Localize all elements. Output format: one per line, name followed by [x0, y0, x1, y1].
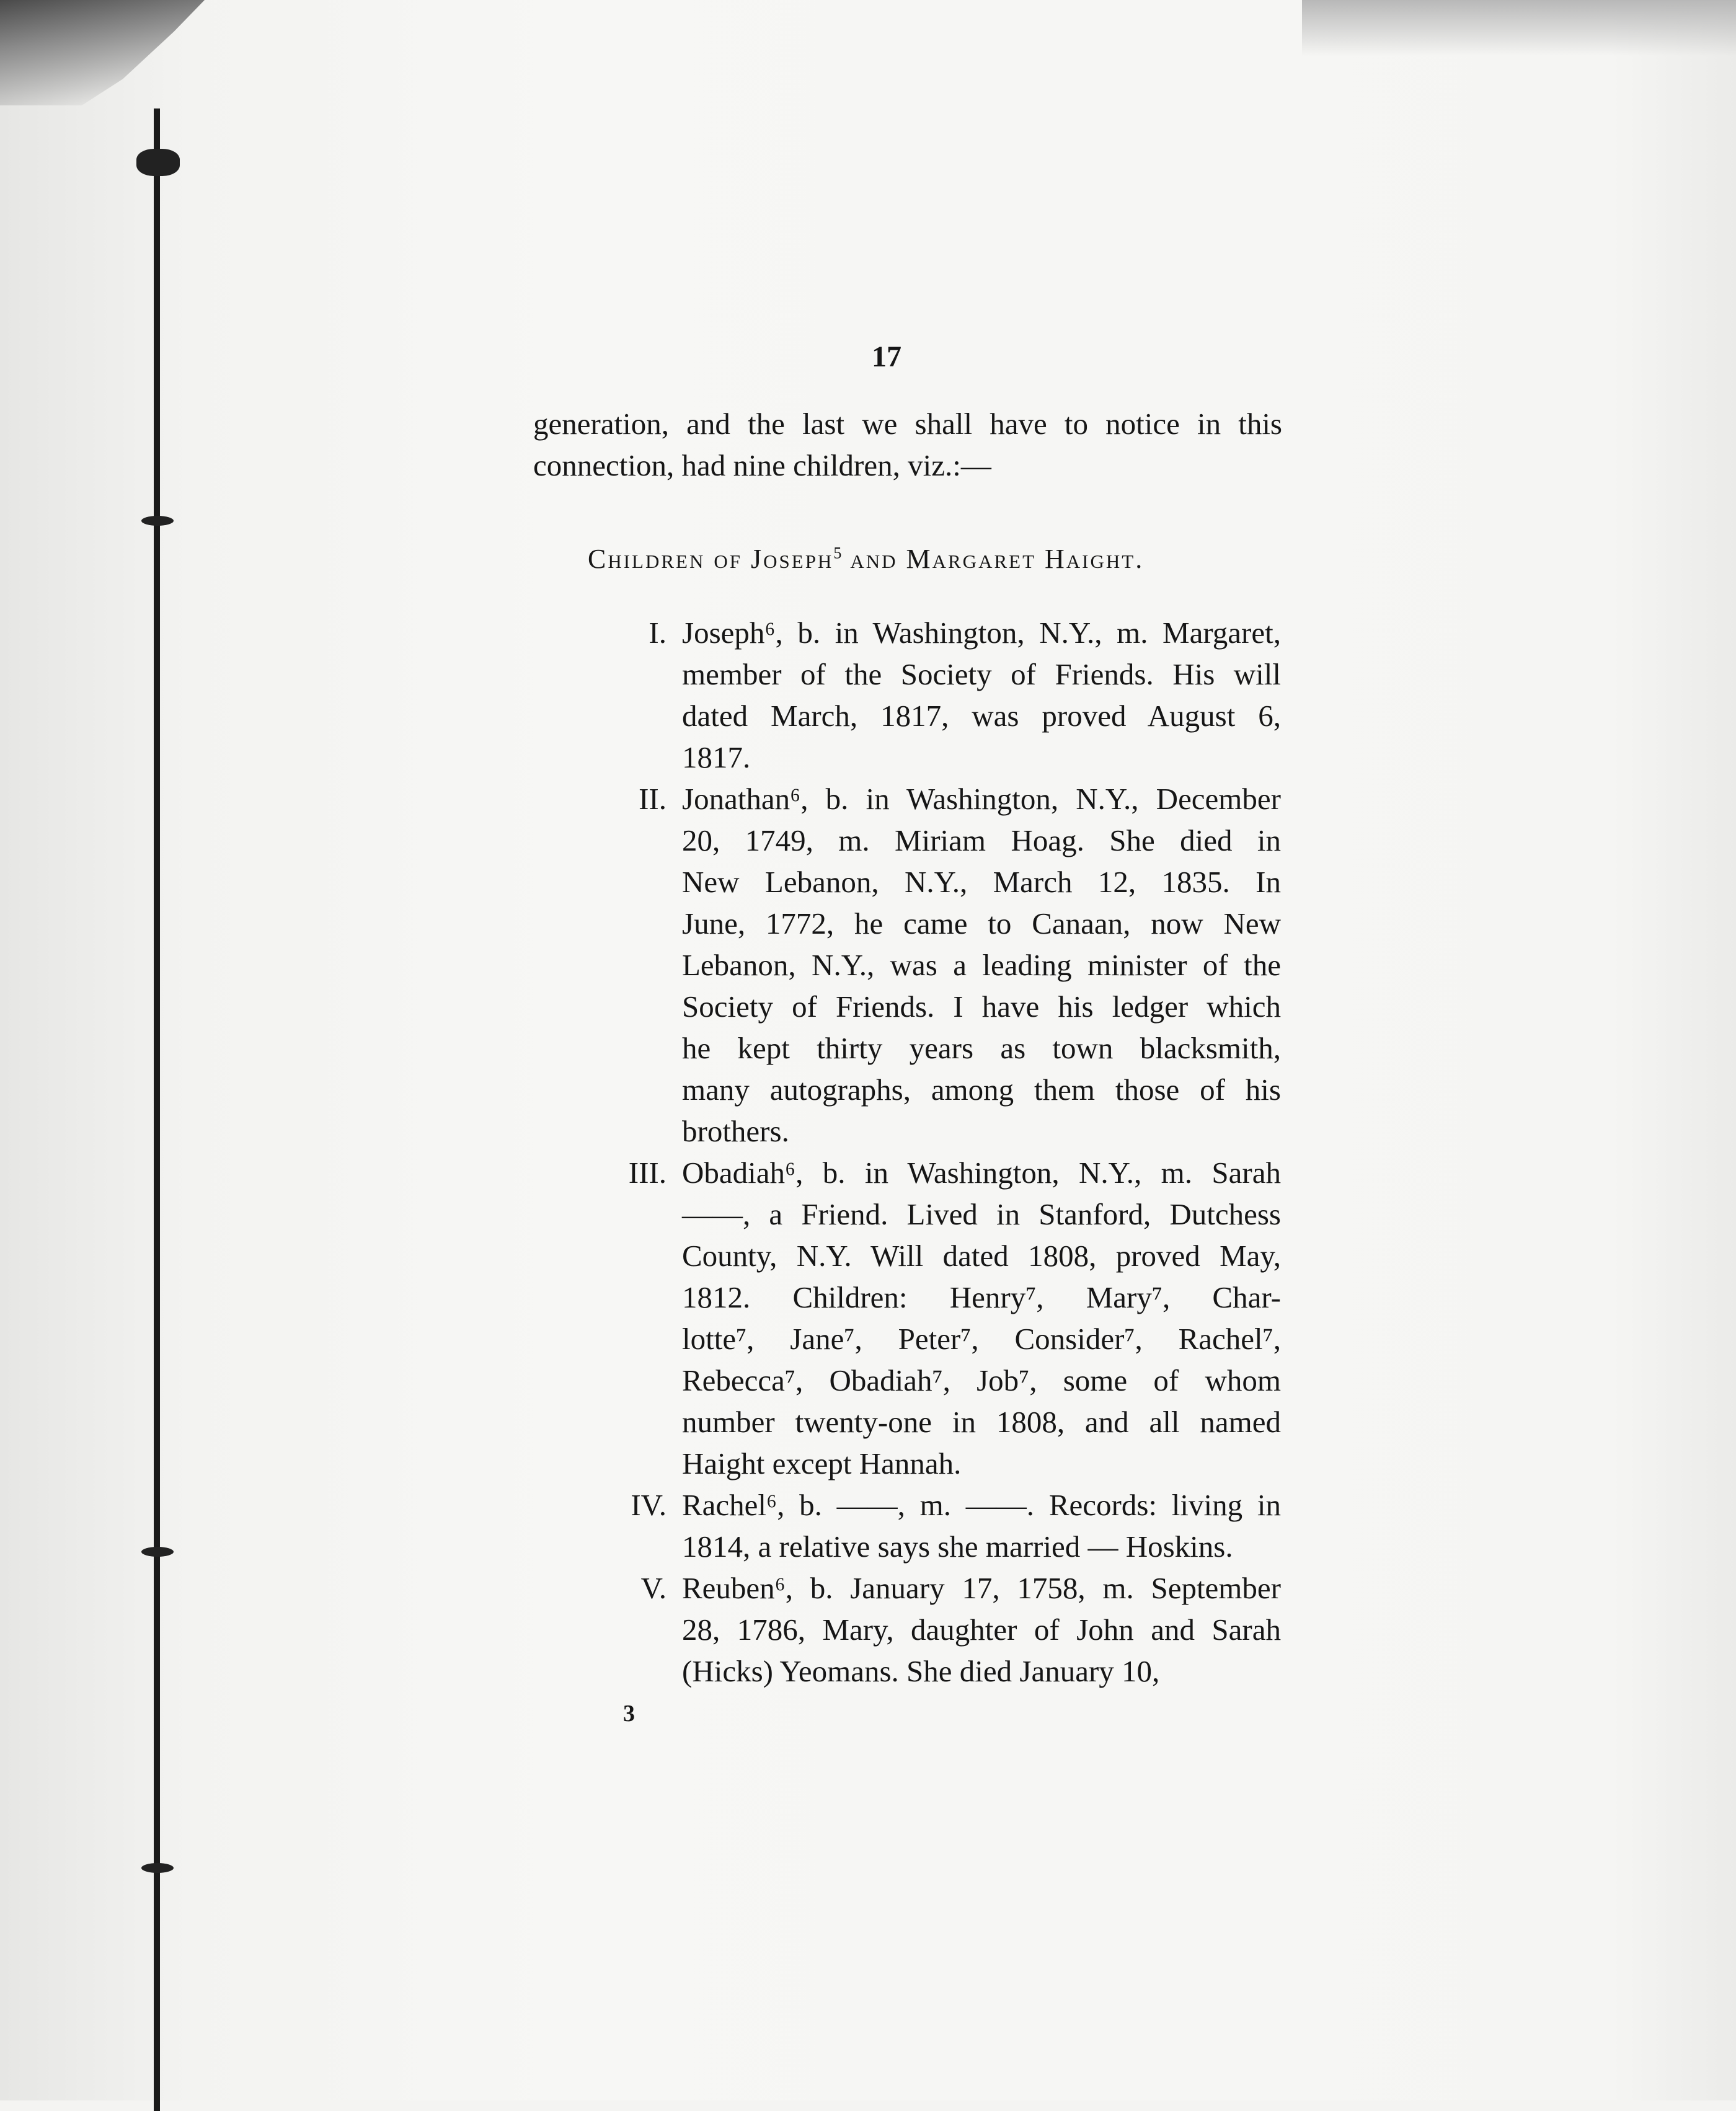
- entry-line: brothers.: [682, 1114, 789, 1148]
- entry-line: 1814, a relative says she married — Hoskins.: [682, 1529, 1233, 1564]
- entry-line: County, N.Y. Will dated 1808, proved May,: [682, 1239, 1281, 1273]
- binding-stitch: [141, 516, 174, 526]
- entry-line: Jonathan⁶, b. in Washington, N.Y., December: [682, 782, 1281, 816]
- entry-line: number twenty-one in 1808, and all named: [682, 1405, 1281, 1439]
- entry-line: June, 1772, he came to Canaan, now New: [682, 906, 1281, 940]
- entry-numeral: V.: [640, 1571, 666, 1605]
- binding-stitch: [141, 1547, 174, 1557]
- entry-line: Rebecca⁷, Obadiah⁷, Job⁷, some of whom: [682, 1363, 1281, 1397]
- binding-stitch: [141, 1863, 174, 1873]
- entry-line: Obadiah⁶, b. in Washington, N.Y., m. Sarah: [682, 1156, 1281, 1190]
- entry-line: ——, a Friend. Lived in Stanford, Dutchess: [682, 1197, 1281, 1231]
- entry-line: Joseph⁶, b. in Washington, N.Y., m. Margaret,: [682, 616, 1281, 650]
- entry-numeral: III.: [628, 1156, 666, 1190]
- heading-superscript: 5: [833, 544, 842, 562]
- page-number: 17: [872, 340, 901, 373]
- heading-text: Children of Joseph: [588, 544, 834, 574]
- scan-corner-shadow: [0, 0, 205, 105]
- entry-line: Haight except Hannah.: [682, 1446, 962, 1480]
- intro-line: connection, had nine children, viz.:—: [533, 448, 991, 482]
- entry-line: dated March, 1817, was proved August 6,: [682, 699, 1281, 733]
- entry-line: (Hicks) Yeomans. She died January 10,: [682, 1654, 1160, 1688]
- entry-line: member of the Society of Friends. His will: [682, 657, 1281, 691]
- entry-line: many autographs, among them those of his: [682, 1073, 1281, 1107]
- entry-numeral: I.: [649, 616, 666, 650]
- entry-line: Reuben⁶, b. January 17, 1758, m. September: [682, 1571, 1281, 1605]
- entry-line: Lebanon, N.Y., was a leading minister of the: [682, 948, 1281, 982]
- intro-line: generation, and the last we shall have to notice in this: [533, 407, 1282, 441]
- entry-line: lotte⁷, Jane⁷, Peter⁷, Consider⁷, Rachel⁷,: [682, 1322, 1281, 1356]
- entry-line: Society of Friends. I have his ledger which: [682, 989, 1281, 1024]
- heading-text: and Margaret Haight.: [841, 544, 1145, 574]
- entry-line: 20, 1749, m. Miriam Hoag. She died in: [682, 823, 1281, 857]
- entry-line: he kept thirty years as town blacksmith,: [682, 1031, 1281, 1065]
- signature-mark: 3: [623, 1701, 635, 1727]
- scan-edge-shadow: [1302, 0, 1736, 56]
- entry-line: 1817.: [682, 740, 751, 774]
- entry-numeral: II.: [639, 782, 666, 816]
- entry-line: 1812. Children: Henry⁷, Mary⁷, Char-: [682, 1280, 1281, 1314]
- entry-line: Rachel⁶, b. ——, m. ——. Records: living in: [682, 1488, 1281, 1522]
- section-heading: [588, 543, 1270, 575]
- entry-line: 28, 1786, Mary, daughter of John and Sarah: [682, 1613, 1281, 1647]
- binding-thread: [154, 108, 160, 2111]
- entry-line: New Lebanon, N.Y., March 12, 1835. In: [682, 865, 1281, 899]
- binding-stitch: [136, 149, 180, 176]
- entry-numeral: IV.: [631, 1488, 666, 1522]
